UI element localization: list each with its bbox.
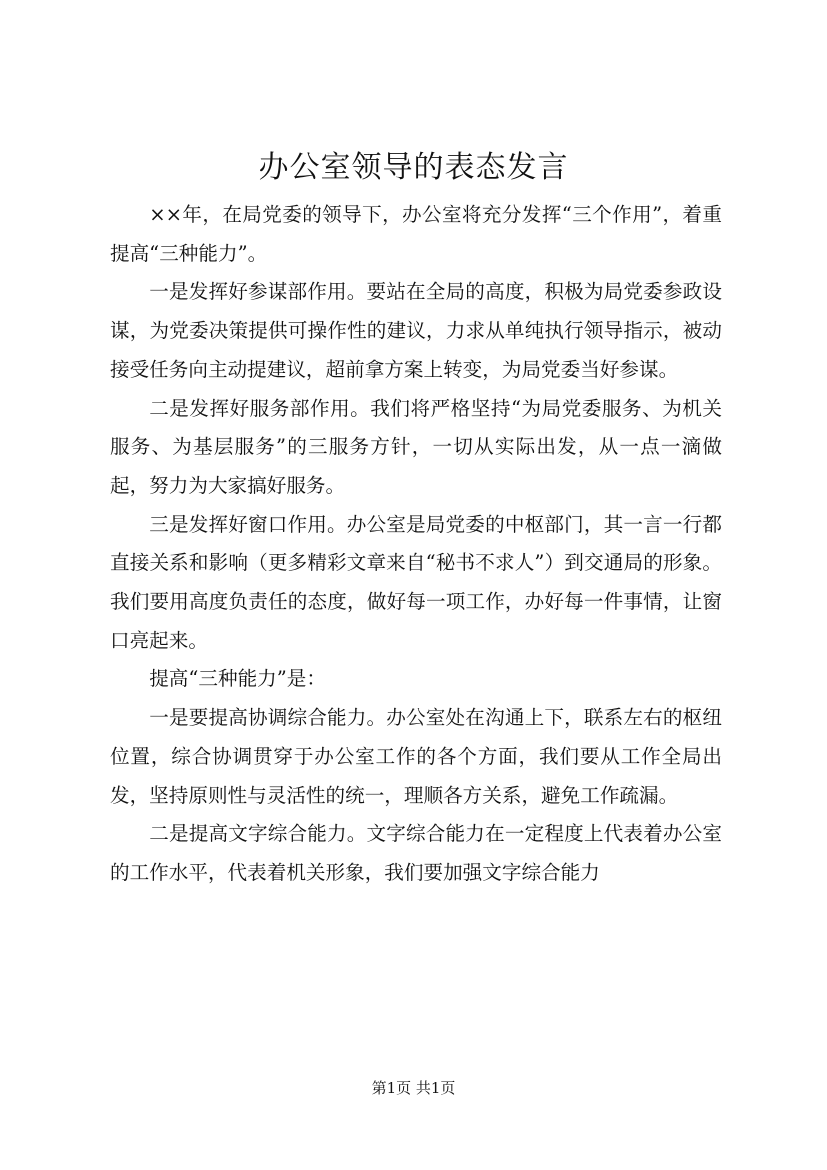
document-body bbox=[110, 196, 722, 893]
page-number-footer: 第1页 共1页 bbox=[371, 1079, 456, 1097]
paragraph-coordination-ability: 一是要提高协调综合能力。办公室处在沟通上下，联系左右的枢纽位置，综合协调贯穿于办公室工作的各个方面，我们要从工作全局出发，坚持原则性与灵活性的统一，理顺各方关系，避免工作疏漏。 bbox=[110, 706, 722, 807]
paragraph-writing-ability: 二是提高文字综合能力。文字综合能力在一定程度上代表着办公室的工作水平，代表着机关形象，我们要加强文字综合能力 bbox=[110, 822, 722, 884]
paragraph-window-role: 三是发挥好窗口作用。办公室是局党委的中枢部门，其一言一行都直接关系和影响（更多精彩文章来自“秘书不求人”）到交通局的形象。我们要用高度负责任的态度，做好每一项工作，办好每一件事情，让窗口亮起来。 bbox=[110, 512, 722, 652]
paragraph-intro: ××年，在局党委的领导下，办公室将充分发挥“三个作用”，着重提高“三种能力”。 bbox=[110, 203, 722, 265]
document-title: 办公室领导的表态发言 bbox=[258, 150, 569, 185]
paragraph-three-abilities: 提高“三种能力”是： bbox=[149, 667, 326, 691]
paragraph-service-role: 二是发挥好服务部作用。我们将严格坚持“为局党委服务、为机关服务、为基层服务”的三服务方针，一切从实际出发，从一点一滴做起，努力为大家搞好服务。 bbox=[110, 396, 722, 497]
paragraph-advisor-role: 一是发挥好参谋部作用。要站在全局的高度，积极为局党委参政设谋，为党委决策提供可操作性的建议，力求从单纯执行领导指示，被动接受任务向主动提建议，超前拿方案上转变，为局党委当好参谋。 bbox=[110, 280, 722, 381]
